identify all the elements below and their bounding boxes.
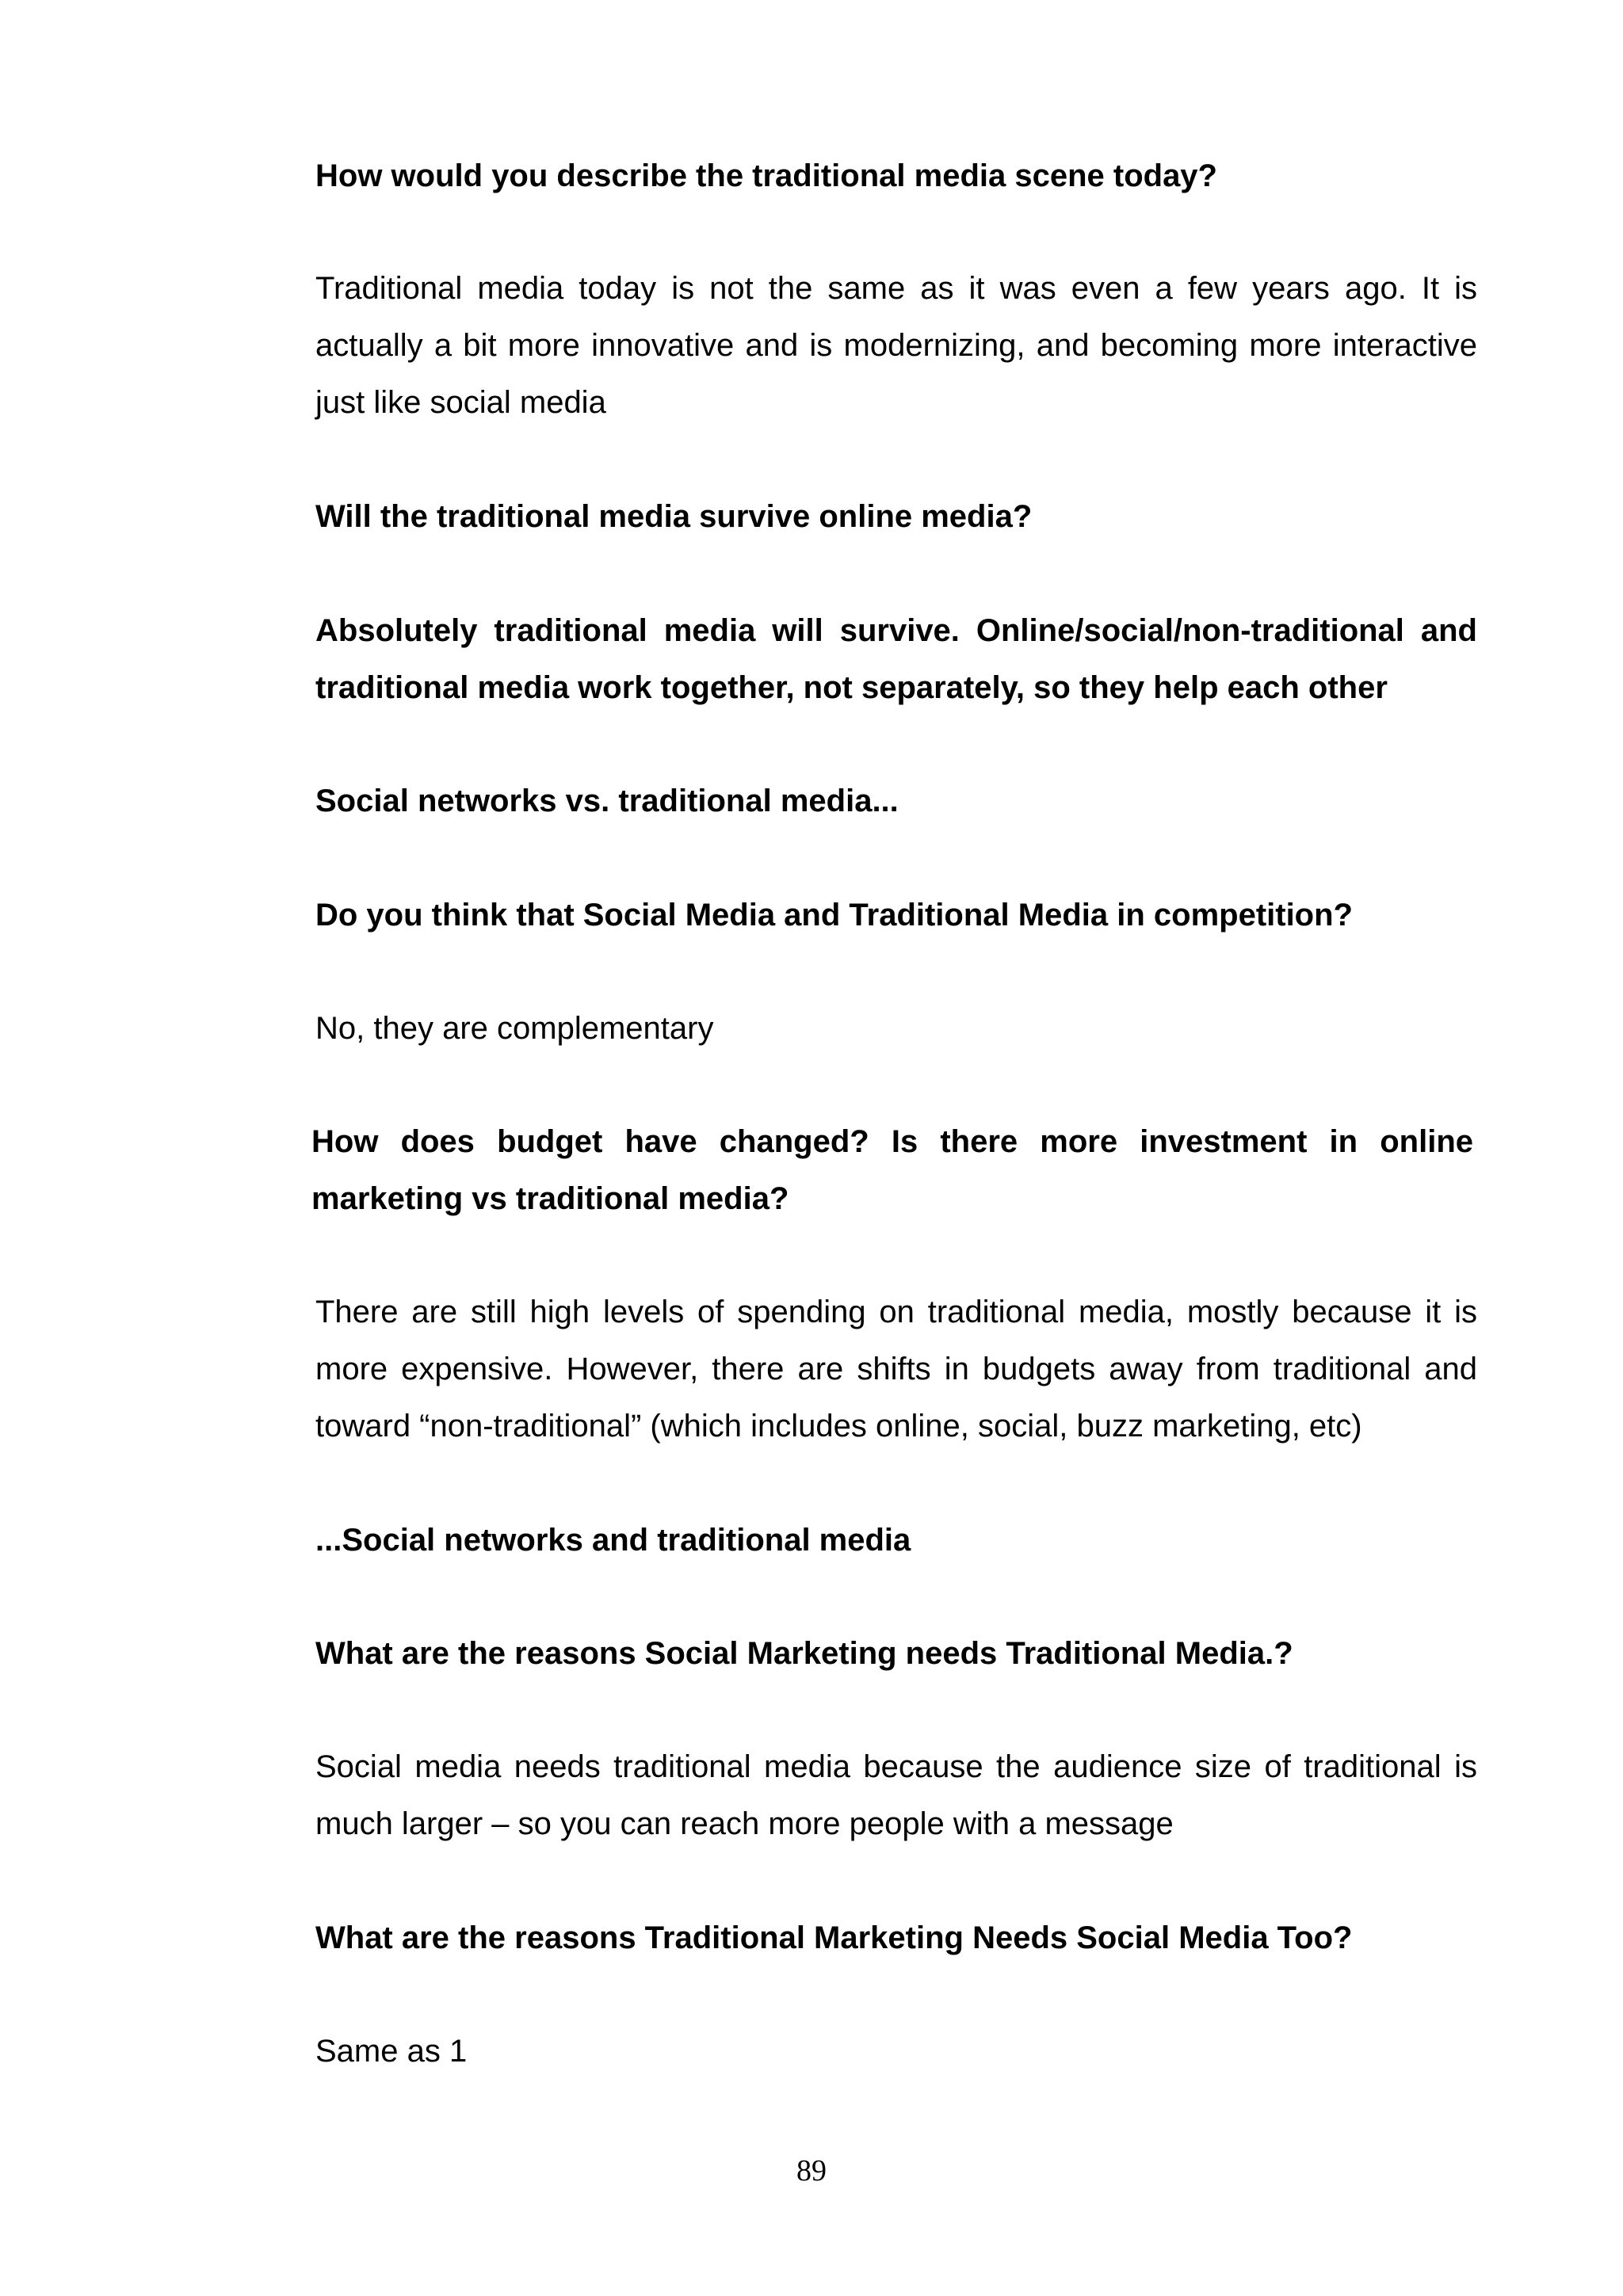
question-traditional-media-survive: Will the traditional media survive online media?: [315, 499, 1033, 534]
question-traditional-needs-social: What are the reasons Traditional Marketing Needs Social Media Too?: [315, 1920, 1353, 1955]
section-heading-social-and-traditional: ...Social networks and traditional media: [315, 1523, 911, 1558]
answer-traditional-needs-social: Same as 1: [315, 2034, 468, 2069]
answer-social-needs-traditional: Social media needs traditional media because the audience size of traditional is much larger – so you can reach more people with a message: [315, 1749, 1477, 1841]
answer-traditional-media-scene: Traditional media today is not the same as it was even a few years ago. It is actually a bit more innovative and is modernizing, and becoming more interactive just like social media: [315, 271, 1477, 420]
question-traditional-media-scene: How would you describe the traditional media scene today?: [315, 158, 1217, 193]
answer-budget: There are still high levels of spending on traditional media, mostly because it is more expensive. However, there are shifts in budgets away from traditional and toward “non-traditional” (which includes online, social, buzz marketing, etc): [315, 1295, 1477, 1444]
answer-traditional-media-survive: Absolutely traditional media will survive. Online/social/non-traditional and traditional media work together, not separately, so they help each other: [315, 613, 1477, 705]
section-heading-social-vs-traditional: Social networks vs. traditional media...: [315, 784, 899, 818]
question-social-needs-traditional: What are the reasons Social Marketing needs Traditional Media.?: [315, 1636, 1293, 1671]
answer-competition: No, they are complementary: [315, 1011, 714, 1046]
question-competition: Do you think that Social Media and Traditional Media in competition?: [315, 898, 1353, 933]
question-budget: How does budget have changed? Is there more investment in online marketing vs traditional media?: [311, 1124, 1473, 1216]
page-number: 89: [796, 2154, 827, 2187]
